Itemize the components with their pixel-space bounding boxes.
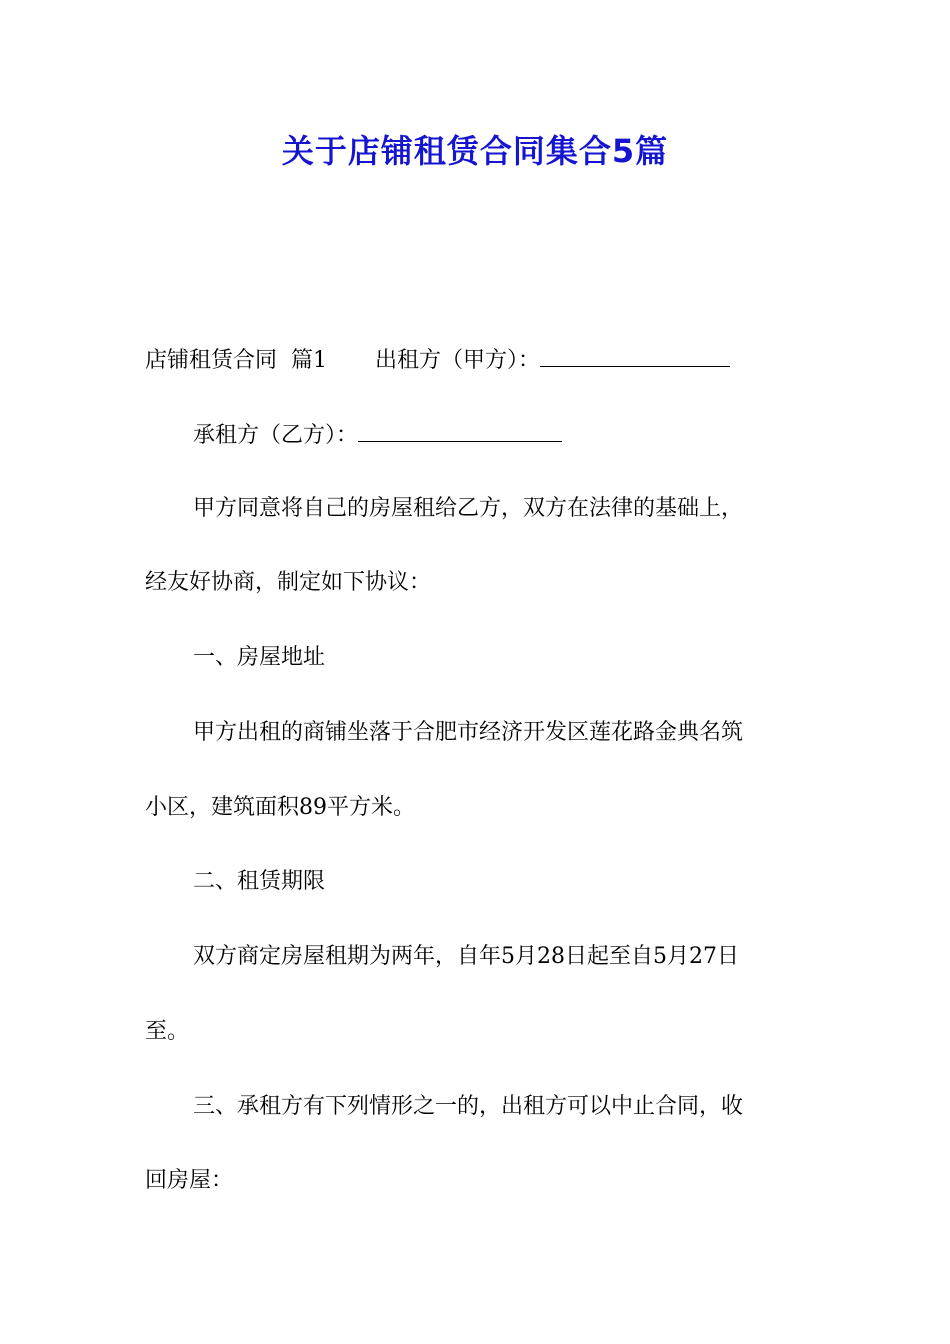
document-title: 关于店铺租赁合同集合5篇 (281, 132, 669, 170)
contract-part: 篇1 (291, 348, 328, 373)
section-2-line-1: 双方商定房屋租期为两年，自年5月28日起至自5月27日 (193, 944, 739, 969)
lessor-blank (540, 344, 730, 367)
contract-name: 店铺租赁合同 (145, 348, 278, 373)
lessee-label: 承租方（乙方）： (193, 423, 359, 448)
intro-line-2: 经友好协商，制定如下协议： (145, 570, 432, 595)
section-2-line-2: 至。 (145, 1019, 190, 1044)
section-1-heading: 一、房屋地址 (193, 645, 326, 670)
section-3-line-1: 三、承租方有下列情形之一的，出租方可以中止合同，收 (193, 1094, 744, 1119)
lessee-line (145, 419, 858, 451)
section-1-line-2: 小区，建筑面积89平方米。 (145, 795, 415, 820)
lessor-label: 出租方（甲方）： (375, 348, 541, 373)
section-1-line-1: 甲方出租的商铺坐落于合肥市经济开发区莲花路金典名筑 (193, 720, 744, 745)
section-3-line-2: 回房屋： (145, 1168, 234, 1193)
intro-line-1: 甲方同意将自己的房屋租给乙方，双方在法律的基础上， (193, 496, 744, 521)
contract-heading-line (145, 344, 810, 376)
section-2-heading: 二、租赁期限 (193, 869, 326, 894)
lessee-blank (358, 419, 562, 442)
